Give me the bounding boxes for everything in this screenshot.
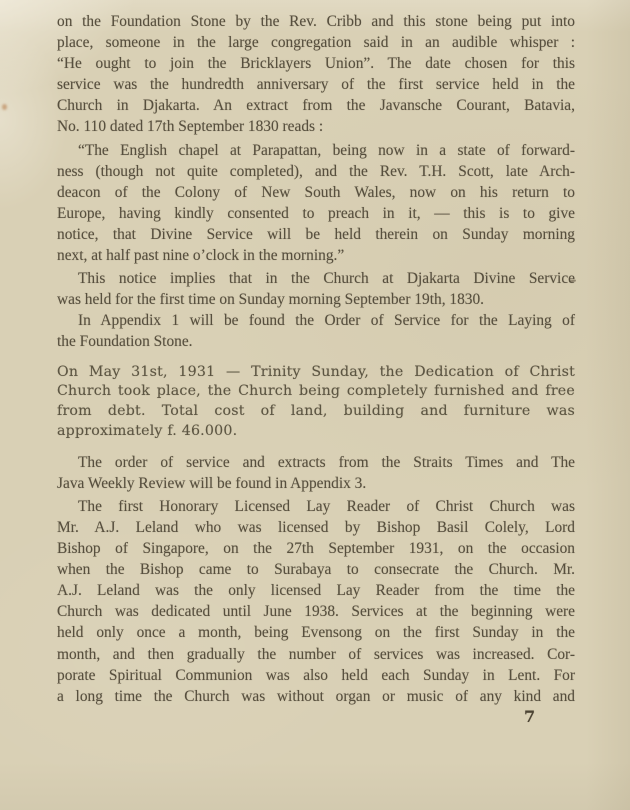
page-number: 7: [524, 707, 536, 726]
text-line: “He ought to join the Bricklayers Union”. The date chosen for this: [57, 55, 575, 73]
text-line: Java Weekly Review will be found in Appendix 3.: [57, 474, 367, 492]
text-line: was held for the first time on Sunday morning September 19th, 1830.: [57, 291, 485, 309]
text-line: on the Foundation Stone by the Rev. Cribb and this stone being put into: [57, 13, 575, 30]
text-line: porate Spiritual Communion was also held each Sunday in Lent. For: [57, 666, 575, 684]
page-text: [57, 11, 575, 707]
text-line: the Foundation Stone.: [57, 333, 193, 351]
paragraph: [57, 11, 575, 138]
text-line: month, and then gradually the number of services was increased. Cor-: [57, 645, 575, 663]
text-line: A.J. Leland was the only licensed Lay Reader from the time the: [57, 582, 575, 600]
text-line: Europe, having kindly consented to preach in it, — this is to give: [57, 204, 575, 222]
text-line: deacon of the Colony of New South Wales, now on his return to: [57, 183, 575, 201]
text-line: On May 31st, 1931 — Trinity Sunday, the Dedication of Christ: [57, 363, 575, 380]
text-line: Church was dedicated until June 1938. Services at the beginning were: [57, 603, 575, 621]
text-line: notice, that Divine Service will be held therein on Sunday morning: [57, 225, 575, 243]
text-line: Mr. A.J. Leland who was licensed by Bishop Basil Colely, Lord: [57, 518, 575, 536]
text-line: when the Bishop came to Surabaya to consecrate the Church. Mr.: [57, 561, 575, 579]
text-line: Church in Djakarta. An extract from the Javansche Courant, Batavia,: [57, 97, 575, 115]
text-line: from debt. Total cost of land, building and furniture was: [57, 403, 575, 420]
text-line: This notice implies that in the Church at Djakarta Divine Service: [78, 270, 575, 288]
text-line: place, someone in the large congregation said in an audible whisper :: [57, 34, 575, 52]
paragraph: [57, 452, 575, 494]
text-line: “The English chapel at Parapattan, being now in a state of forward-: [78, 141, 575, 159]
paragraph: [57, 310, 575, 352]
paper-speck: [2, 104, 7, 110]
text-line: approximately f. 46.000.: [57, 422, 238, 439]
text-line: Bishop of Singapore, on the 27th September 1931, on the occasion: [57, 540, 575, 558]
text-line: The first Honorary Licensed Lay Reader of Christ Church was: [78, 497, 575, 515]
paragraph: [57, 363, 575, 442]
text-line: a long time the Church was without organ or music of any kind and: [57, 687, 575, 705]
paragraph: [57, 496, 575, 707]
text-line: ness (though not quite completed), and the Rev. T.H. Scott, late Arch-: [57, 162, 575, 180]
text-line: next, at half past nine o’clock in the morning.”: [57, 247, 345, 265]
text-line: Church took place, the Church being completely furnished and free: [57, 383, 575, 400]
text-line: In Appendix 1 will be found the Order of Service for the Laying of: [78, 312, 575, 330]
text-line: service was the hundredth anniversary of the first service held in the: [57, 76, 575, 94]
text-line: The order of service and extracts from the Straits Times and The: [78, 453, 575, 471]
paragraph: [57, 140, 575, 267]
paragraph: [57, 268, 575, 310]
text-line: held only once a month, being Evensong on the first Sunday in the: [57, 624, 575, 642]
text-line: No. 110 dated 17th September 1830 reads :: [57, 118, 324, 136]
